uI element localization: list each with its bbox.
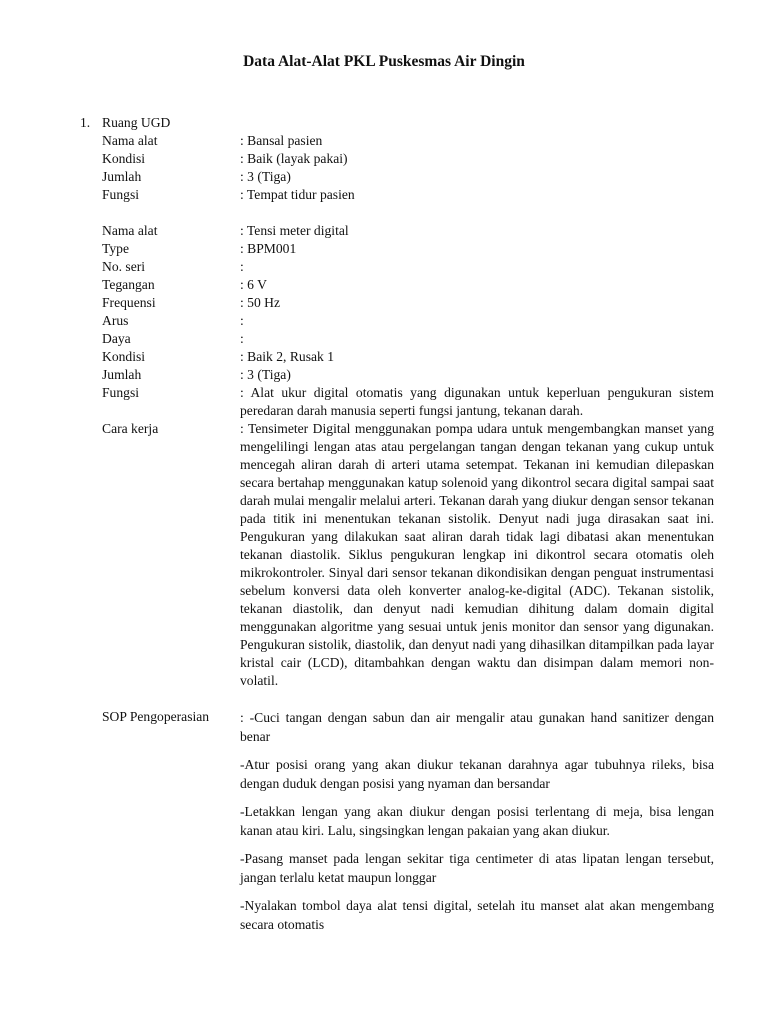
section-number: 1. [80, 115, 91, 130]
field-row-frequensi [102, 294, 714, 312]
field-value: : Tensimeter Digital menggunakan pompa udara untuk mengembangkan manset yang mengelilingi lengan atas atau pergelangan tangan dengan tekanan yang cukup untuk mencegah aliran darah di arteri utama setempat. Tekanan ini kemudian dilepaskan secara bertahap menggunakan katup solenoid yang dikontrol secara digital sampai saat darah mulai mengalir melalui arteri. Tekanan darah yang diukur dengan sensor tekanan pada titik ini menentukan tekanan sistolik. Denyut nadi juga dirasakan saat ini. Pengukuran yang dilakukan saat aliran darah tidak lagi dibatasi akan menentukan tekanan diastolik. Siklus pengukuran lengkap ini dikontrol secara otomatis oleh mikrokontroler. Sinyal dari sensor tekanan dikondisikan dengan penguat instrumentasi sebelum konversi data oleh konverter analog-ke-digital (ADC). Tekanan sistolik, tekanan diastolik, dan denyut nadi kemudian dihitung dalam domain digital menggunakan algoritme yang sesuai untuk jenis monitor dan sensor yang digunakan. Pengukuran sistolik, diastolik, dan denyut nadi yang dihasilkan ditampilkan pada layar kristal cair (LCD), ditambahkan dengan waktu dan disimpan dalam memori non-volatil. [240, 421, 714, 688]
field-value: : 3 (Tiga) [240, 169, 291, 184]
field-value: : BPM001 [240, 241, 297, 256]
field-label: Kondisi [102, 151, 146, 166]
field-label: Nama alat [102, 133, 158, 148]
field-row-arus [102, 312, 714, 330]
field-value: : 3 (Tiga) [240, 367, 291, 382]
sop-step: -Nyalakan tombol daya alat tensi digital, setelah itu manset alat akan mengembang secara otomatis [240, 898, 714, 932]
field-label: Type [102, 241, 129, 256]
field-label: Fungsi [102, 385, 140, 400]
field-row-cara-kerja [102, 420, 714, 690]
field-label: Arus [102, 313, 129, 328]
field-row-type [102, 240, 714, 258]
spacer [102, 690, 714, 708]
field-row-nama-alat [102, 222, 714, 240]
field-value: : Baik (layak pakai) [240, 151, 348, 166]
field-label: Fungsi [102, 187, 140, 202]
field-label: Cara kerja [102, 421, 159, 436]
field-value: : Baik 2, Rusak 1 [240, 349, 335, 364]
sop-step: -Atur posisi orang yang akan diukur tekanan darahnya agar tubuhnya rileks, bisa dengan duduk dengan posisi yang nyaman dan bersandar [240, 757, 714, 791]
field-value: : 6 V [240, 277, 267, 292]
field-value: : [240, 259, 244, 274]
spacer [102, 204, 714, 222]
field-label: Jumlah [102, 169, 142, 184]
field-value: : [240, 313, 244, 328]
field-value: : Tempat tidur pasien [240, 187, 355, 202]
section-title: Ruang UGD [102, 115, 171, 130]
field-row-kondisi [102, 150, 714, 168]
sop-step: -Pasang manset pada lengan sekitar tiga centimeter di atas lipatan lengan tersebut, jangan terlalu ketat maupun longgar [240, 851, 714, 885]
sop-step: : -Cuci tangan dengan sabun dan air mengalir atau gunakan hand sanitizer dengan benar [240, 710, 714, 744]
field-row-kondisi [102, 348, 714, 366]
field-label: No. seri [102, 259, 146, 274]
field-row-jumlah [102, 168, 714, 186]
document-title: Data Alat-Alat PKL Puskesmas Air Dingin [243, 53, 525, 70]
field-value: : Bansal pasien [240, 133, 323, 148]
field-value: : [240, 331, 244, 346]
field-row-daya [102, 330, 714, 348]
field-label: SOP Pengoperasian [102, 709, 210, 724]
field-row-no-seri [102, 258, 714, 276]
field-label: Tegangan [102, 277, 155, 292]
field-value: : Alat ukur digital otomatis yang digunakan untuk keperluan pengukuran sistem peredaran darah manusia seperti fungsi jantung, tekanan darah. [240, 385, 714, 418]
field-label: Nama alat [102, 223, 158, 238]
field-row-nama-alat [102, 132, 714, 150]
field-label: Daya [102, 331, 131, 346]
field-value: : Tensi meter digital [240, 223, 349, 238]
sop-step: -Letakkan lengan yang akan diukur dengan posisi terlentang di meja, bisa lengan kanan atau kiri. Lalu, singsingkan lengan pakaian yang akan diukur. [240, 804, 714, 838]
field-row-sop [102, 708, 714, 934]
field-value: : 50 Hz [240, 295, 281, 310]
sop-steps [240, 708, 714, 934]
equipment-list [102, 132, 714, 934]
field-row-fungsi [102, 384, 714, 420]
field-label: Jumlah [102, 367, 142, 382]
field-row-jumlah [102, 366, 714, 384]
field-label: Frequensi [102, 295, 156, 310]
field-row-fungsi [102, 186, 714, 204]
field-label: Kondisi [102, 349, 146, 364]
field-row-tegangan [102, 276, 714, 294]
